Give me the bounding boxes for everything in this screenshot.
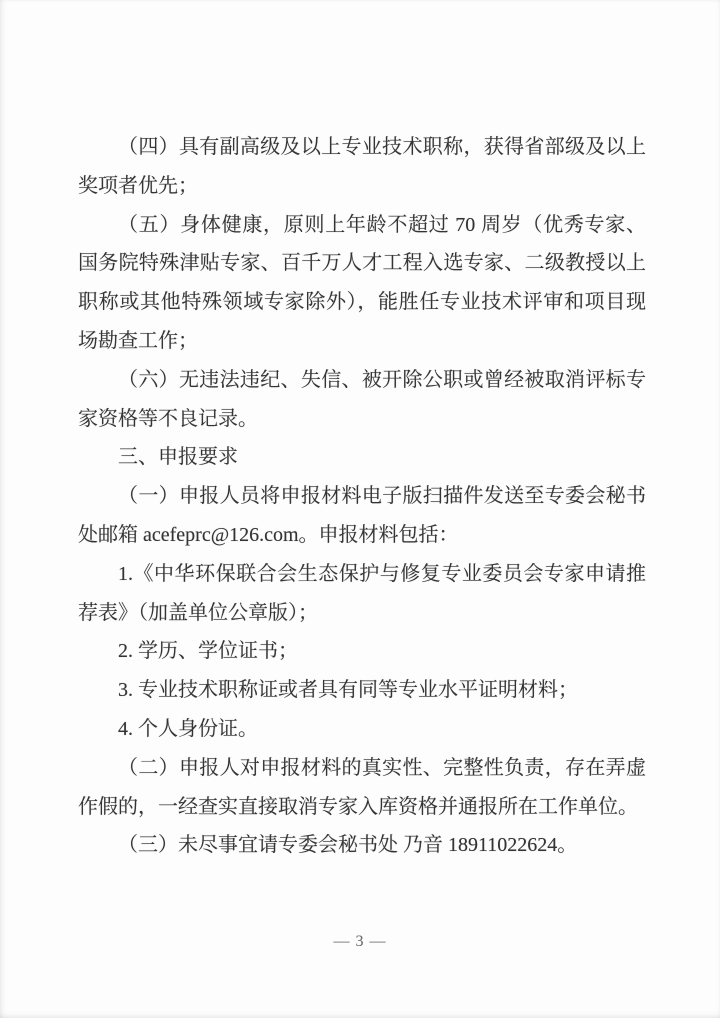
material-list-item-4: 4. 个人身份证。 [118, 717, 258, 740]
paragraph-item-4: （四）具有副高级及以上专业技术职称，获得省部级及以上奖项者优先； [78, 136, 646, 197]
paragraph-item-2: （二）申报人对申报材料的真实性、完整性负责，存在弄虚作假的，一经查实直接取消专家入库资格并通报所在工作单位。 [78, 756, 646, 818]
paragraph-item-3-contact: （三）未尽事宜请专委会秘书处 乃音 18911022624。 [118, 834, 578, 857]
document-body [78, 128, 646, 865]
paragraph-item-1: （一）申报人员将申报材料电子版扫描件发送至专委会秘书处邮箱 acefeprc@126.com。申报材料包括： [78, 485, 646, 546]
paragraph-item-5: （五）身体健康，原则上年龄不超过 70 周岁（优秀专家、国务院特殊津贴专家、百千万人才工程入选专家、二级教授以上职称或其他特殊领域专家除外），能胜任专业技术评审和项目现场勘查工作； [78, 213, 646, 352]
section-heading-application-requirements: 三、申报要求 [118, 446, 238, 469]
material-list-item-1: 1.《中华环保联合会生态保护与修复专业委员会专家申请推荐表》（加盖单位公章版）； [78, 562, 646, 624]
material-list-item-3: 3. 专业技术职称证或者具有同等专业水平证明材料； [118, 679, 578, 702]
page-number: — 3 — [333, 933, 387, 950]
material-list-item-2: 2. 学历、学位证书； [118, 640, 298, 663]
paragraph-item-6: （六）无违法违纪、失信、被开除公职或曾经被取消评标专家资格等不良记录。 [78, 368, 646, 430]
